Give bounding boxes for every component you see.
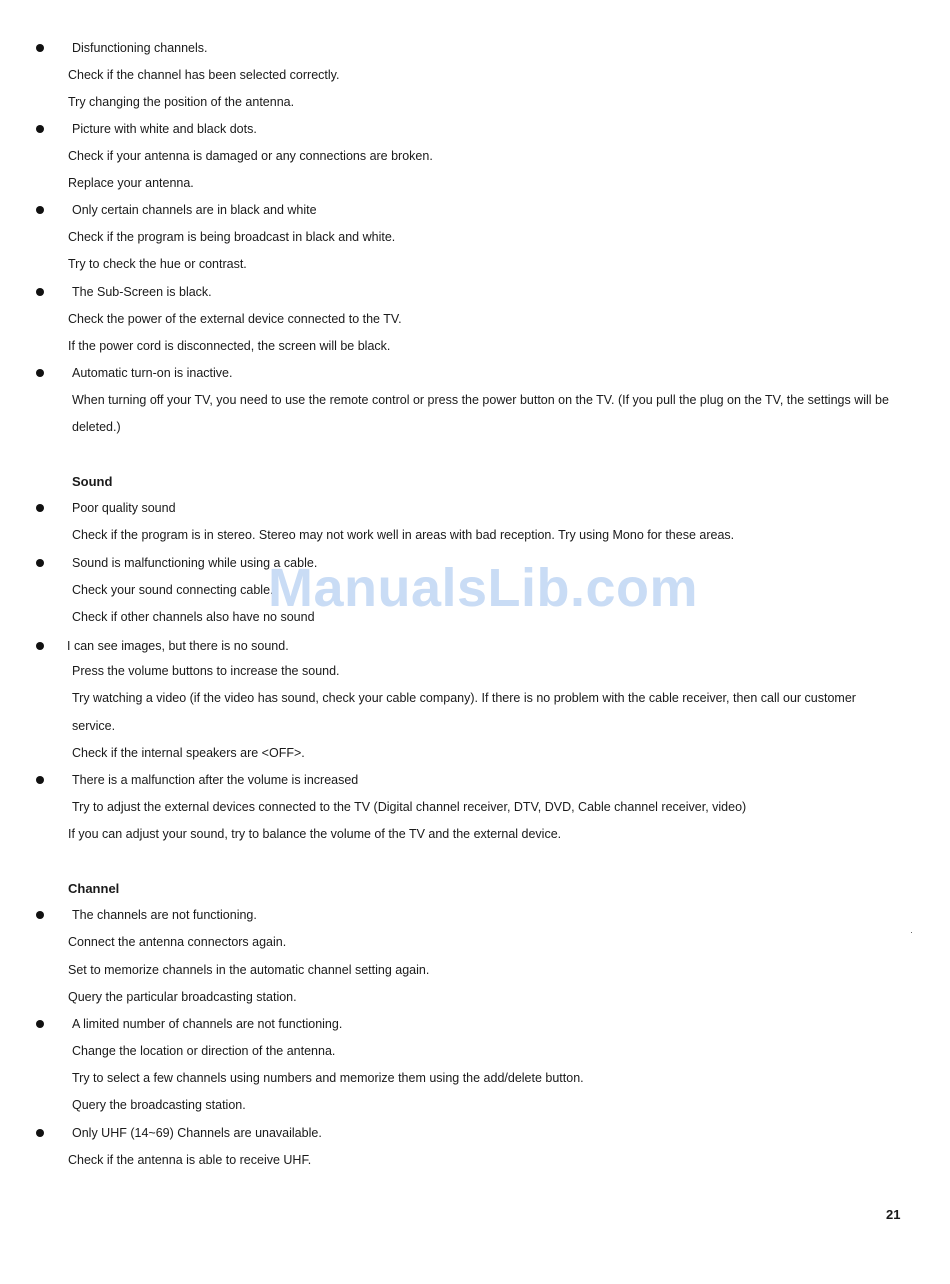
bullet-dot [36, 504, 44, 512]
item-title: Poor quality sound [72, 501, 176, 515]
item-text: When turning off your TV, you need to use the remote control or press the power button on the TV. (If you pull the plug on the TV, the settings will be [72, 393, 889, 407]
section-heading-channel: Channel [68, 881, 120, 896]
item-text: Try watching a video (if the video has sound, check your cable company). If there is no problem with the cable receiver, then call our customer [72, 691, 856, 705]
item-text: Connect the antenna connectors again. [68, 935, 287, 949]
watermark: ManualsLib.com [268, 558, 699, 618]
bullet-dot [36, 288, 44, 296]
item-title: Only UHF (14~69) Channels are unavailable. [72, 1126, 322, 1140]
item-text: If the power cord is disconnected, the screen will be black. [68, 339, 391, 353]
section-heading-sound: Sound [72, 474, 113, 489]
item-title: Automatic turn-on is inactive. [72, 366, 233, 380]
item-text: Press the volume buttons to increase the sound. [72, 664, 340, 678]
bullet-dot [36, 559, 44, 567]
bullet-dot [36, 776, 44, 784]
item-text: Try to check the hue or contrast. [68, 257, 247, 271]
bullet-dot [36, 911, 44, 919]
item-text: Try to select a few channels using numbers and memorize them using the add/delete button. [72, 1071, 584, 1085]
item-title: The channels are not functioning. [72, 908, 257, 922]
item-text: Check if other channels also have no sound [72, 610, 315, 624]
item-text: Check if the antenna is able to receive UHF. [68, 1153, 312, 1167]
bullet-dot [36, 369, 44, 377]
item-text: If you can adjust your sound, try to balance the volume of the TV and the external device. [68, 827, 562, 841]
bullet-dot [36, 206, 44, 214]
item-text: service. [72, 719, 116, 733]
item-title: A limited number of channels are not functioning. [72, 1017, 343, 1031]
item-text: Try to adjust the external devices connected to the TV (Digital channel receiver, DTV, DVD, Cable channel receiver, video) [72, 800, 747, 814]
bullet-dot [36, 1020, 44, 1028]
item-text: Replace your antenna. [68, 176, 194, 190]
item-text: Check if the channel has been selected correctly. [68, 68, 340, 82]
item-text: Check your sound connecting cable. [72, 583, 274, 597]
bullet-dot [36, 125, 44, 133]
item-text: Check if your antenna is damaged or any connections are broken. [68, 149, 433, 163]
item-text: Check if the program is being broadcast in black and white. [68, 230, 396, 244]
item-text: Change the location or direction of the antenna. [72, 1044, 336, 1058]
page-number: 21 [886, 1207, 901, 1222]
item-text: Query the broadcasting station. [72, 1098, 246, 1112]
bullet-dot [36, 1129, 44, 1137]
item-text: Check the power of the external device connected to the TV. [68, 312, 402, 326]
bullet-dot [36, 642, 44, 650]
item-text: Try changing the position of the antenna. [68, 95, 295, 109]
item-title: Only certain channels are in black and white [72, 203, 317, 217]
item-title: Disfunctioning channels. [72, 41, 208, 55]
item-text: Query the particular broadcasting station. [68, 990, 297, 1004]
bullet-dot [36, 44, 44, 52]
item-title: There is a malfunction after the volume is increased [72, 773, 359, 787]
stray-mark [911, 932, 912, 933]
item-title: The Sub-Screen is black. [72, 285, 212, 299]
item-text: deleted.) [72, 420, 121, 434]
item-text: Check if the internal speakers are <OFF>. [72, 746, 305, 760]
item-text: Check if the program is in stereo. Stereo may not work well in areas with bad reception. Try using Mono for these areas. [72, 528, 735, 542]
item-title: Picture with white and black dots. [72, 122, 257, 136]
item-title: Sound is malfunctioning while using a cable. [72, 556, 318, 570]
item-text: Set to memorize channels in the automatic channel setting again. [68, 963, 430, 977]
item-title: I can see images, but there is no sound. [67, 639, 289, 653]
